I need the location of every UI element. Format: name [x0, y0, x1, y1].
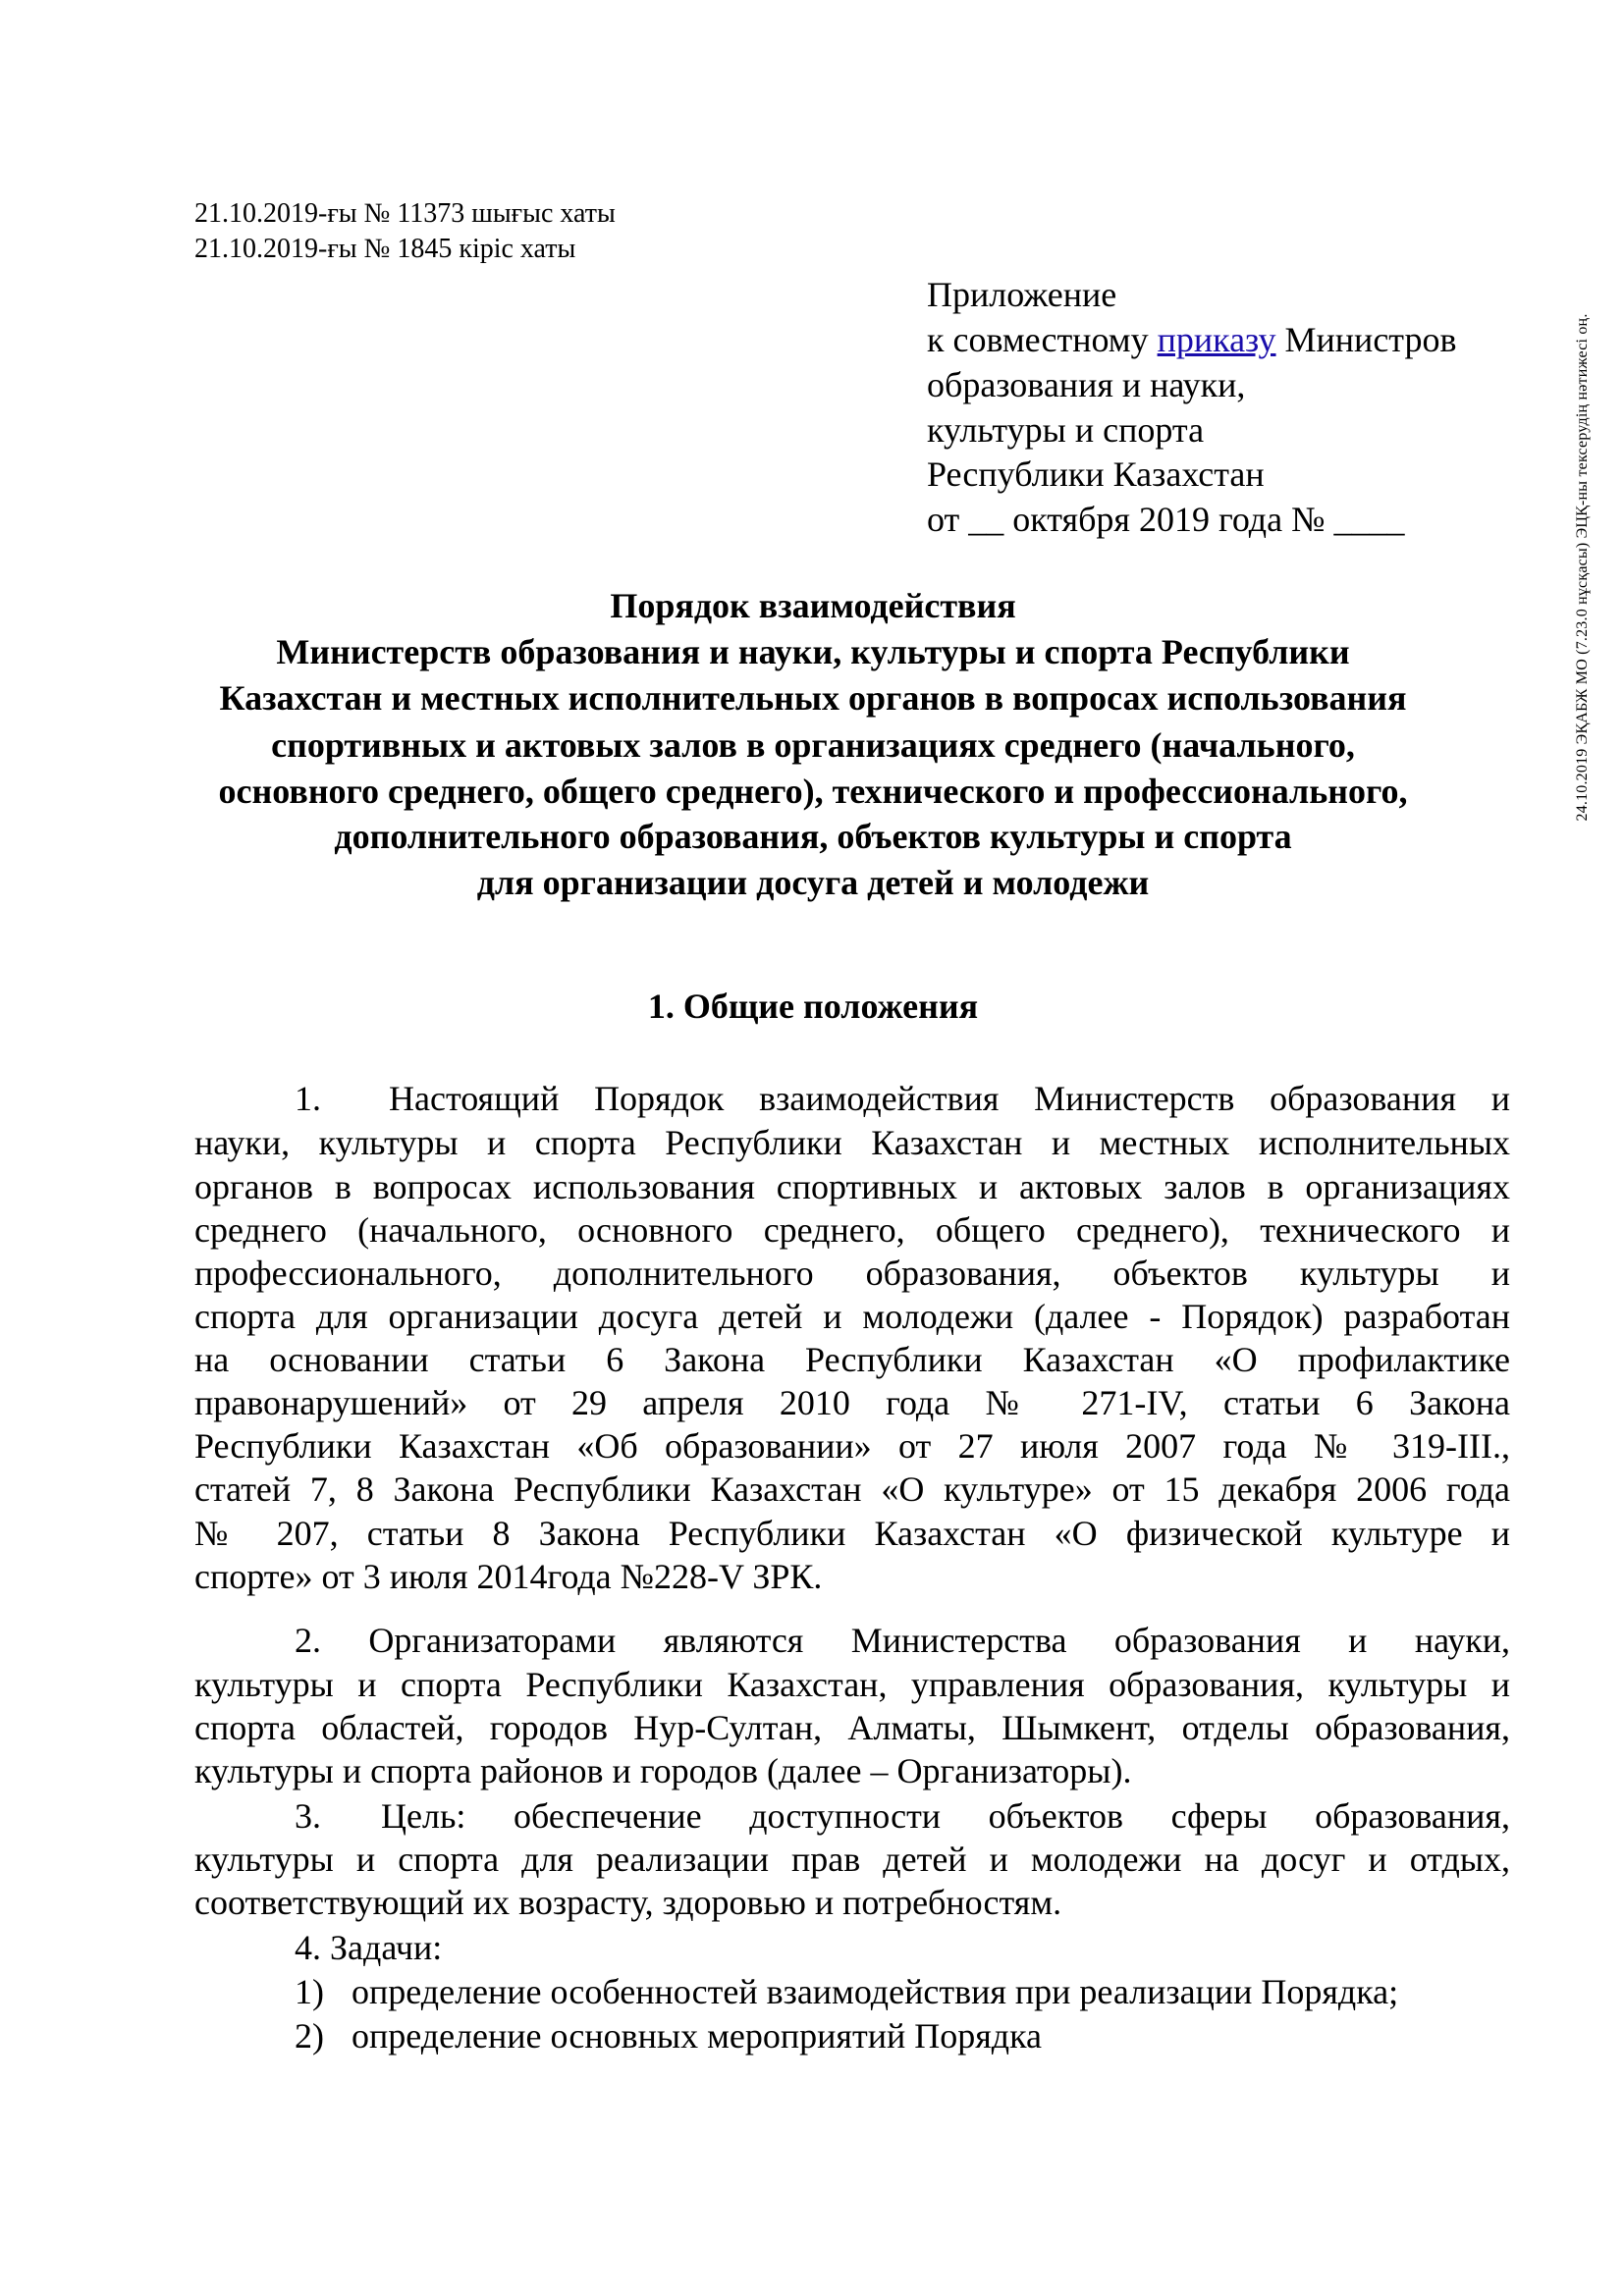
appendix-line: Приложение [927, 275, 1117, 314]
paragraph-line: статей 7, 8 Закона Республики Казахстан «О культуре» от 15 декабря 2006 года [194, 1469, 1510, 1509]
paragraph-line: культуры и спорта районов и городов (далее – Организаторы). [194, 1751, 1132, 1790]
appendix-line-date: от __ октября 2019 года № ____ [927, 500, 1405, 539]
paragraph-line: спорта для организации досуга детей и молодежи (далее - Порядок) разработан [194, 1297, 1510, 1336]
title-line: Министерств образования и науки, культуры и спорта Республики [276, 632, 1350, 671]
appendix-line-order [927, 318, 1456, 362]
tasks-label: 4. Задачи: [295, 1928, 443, 1967]
appendix-line: Республики Казахстан [927, 454, 1265, 494]
title-line: основного среднего, общего среднего), технического и профессионального, [218, 772, 1408, 811]
paragraph-line: соответствующий их возрасту, здоровью и потребностям. [194, 1883, 1062, 1922]
paragraph-line: профессионального, дополнительного образования, объектов культуры и [194, 1254, 1510, 1293]
task-number: 2) [295, 2016, 324, 2056]
paragraph-line: среднего (начального, основного среднего, общего среднего), технического и [194, 1210, 1510, 1250]
paragraph-line: правонарушений» от 29 апреля 2010 года № 271-IV, статьи 6 Закона [194, 1383, 1510, 1422]
appendix-line-suffix: Министров [1275, 320, 1457, 359]
paragraph-line: науки, культуры и спорта Республики Казахстан и местных исполнительных [194, 1123, 1510, 1162]
appendix-line: культуры и спорта [927, 410, 1205, 450]
paragraph-line: культуры и спорта для реализации прав детей и молодежи на досуг и отдых, [194, 1840, 1510, 1879]
incoming-letter-number: 21.10.2019-ғы № 1845 кіріс хаты [194, 234, 576, 264]
title-line: Казахстан и местных исполнительных органов в вопросах использования [219, 678, 1407, 718]
paragraph-number: 3. [295, 1796, 321, 1836]
paragraph-line: культуры и спорта Республики Казахстан, управления образования, культуры и [194, 1665, 1510, 1704]
paragraph-line: органов в вопросах использования спортивных и актовых залов в организациях [194, 1167, 1510, 1206]
paragraph-line: на основании статьи 6 Закона Республики Казахстан «О профилактике [194, 1340, 1510, 1379]
appendix-line-prefix: к совместному [927, 320, 1158, 359]
digital-signature-stamp: 24.10.2019 ЭҚАБЖ МО (7.23.0 нұсқасы) ЭЦҚ-ны тексерудің нәтижесі оң. [1574, 313, 1591, 822]
title-line: спортивных и актовых залов в организациях среднего (начального, [271, 725, 1355, 765]
paragraph-line: 2. Организаторами являются Министерства образования и науки, [295, 1621, 1510, 1660]
order-link[interactable]: приказу [1157, 320, 1276, 359]
paragraph-line: спорте» от 3 июля 2014года №228-V ЗРК. [194, 1557, 823, 1596]
paragraph-number: 1. [295, 1079, 321, 1118]
task-item: определение основных мероприятий Порядка [352, 2016, 1043, 2056]
outgoing-letter-number: 21.10.2019-ғы № 11373 шығыс хаты [194, 198, 616, 229]
section-heading: 1. Общие положения [647, 987, 979, 1026]
appendix-line: образования и науки, [927, 365, 1246, 404]
paragraph-line: Республики Казахстан «Об образовании» от 27 июля 2007 года № 319-III., [194, 1426, 1510, 1466]
paragraph-line: № 207, статьи 8 Закона Республики Казахстан «О физической культуре и [194, 1514, 1510, 1553]
paragraph-line: спорта областей, городов Нур-Султан, Алматы, Шымкент, отделы образования, [194, 1708, 1510, 1747]
title-line: для организации досуга детей и молодежи [476, 863, 1150, 902]
title-line: дополнительного образования, объектов культуры и спорта [334, 817, 1292, 856]
task-item: определение особенностей взаимодействия при реализации Порядка; [352, 1972, 1399, 2011]
title-line: Порядок взаимодействия [610, 586, 1016, 625]
task-number: 1) [295, 1972, 324, 2011]
paragraph-line: Настоящий Порядок взаимодействия Министерств образования и [389, 1079, 1510, 1118]
paragraph-line: Цель: обеспечение доступности объектов сферы образования, [381, 1796, 1510, 1836]
